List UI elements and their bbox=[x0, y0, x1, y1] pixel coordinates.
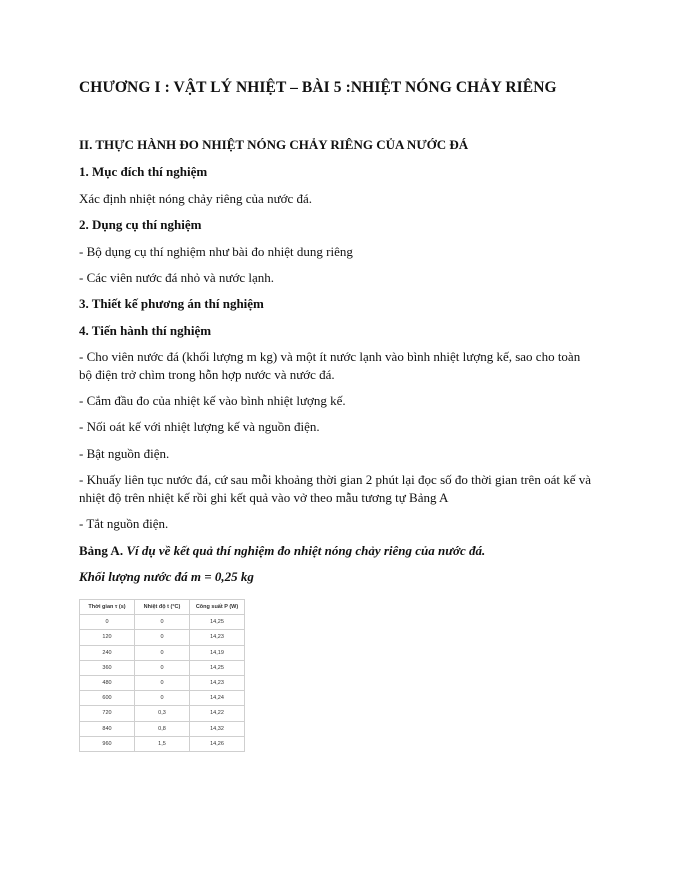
column-header-time: Thời gian τ (s) bbox=[80, 600, 135, 615]
cell-time: 120 bbox=[80, 630, 135, 645]
procedure-step: - Nối oát kế với nhiệt lượng kế và nguồn điện. bbox=[79, 419, 320, 434]
cell-time: 960 bbox=[80, 736, 135, 751]
purpose-text: Xác định nhiệt nóng chảy riêng của nước đá. bbox=[79, 191, 313, 206]
cell-power: 14,32 bbox=[190, 721, 245, 736]
table-row bbox=[80, 691, 245, 706]
cell-temperature: 0 bbox=[135, 660, 190, 675]
cell-time: 600 bbox=[80, 691, 135, 706]
cell-temperature: 0,3 bbox=[135, 706, 190, 721]
column-header-temperature: Nhiệt độ t (°C) bbox=[135, 600, 190, 615]
heading-equipment: 2. Dụng cụ thí nghiệm bbox=[79, 217, 202, 232]
table-row bbox=[80, 721, 245, 736]
procedure-step: - Khuấy liên tục nước đá, cứ sau mỗi khoảng thời gian 2 phút lại đọc số đo thời gian trên oát kế và nhiệt độ trên nhiệt kế rồi ghi kết quả vào vở theo mẫu tương tự Bảng A bbox=[79, 472, 591, 505]
cell-time: 840 bbox=[80, 721, 135, 736]
cell-power: 14,25 bbox=[190, 660, 245, 675]
heading-purpose: 1. Mục đích thí nghiệm bbox=[79, 164, 208, 179]
section-heading: II. THỰC HÀNH ĐO NHIỆT NÓNG CHẢY RIÊNG CỦA NƯỚC ĐÁ bbox=[79, 137, 469, 152]
cell-temperature: 0 bbox=[135, 615, 190, 630]
cell-power: 14,22 bbox=[190, 706, 245, 721]
cell-temperature: 1,5 bbox=[135, 736, 190, 751]
cell-temperature: 0 bbox=[135, 645, 190, 660]
heading-design: 3. Thiết kế phương án thí nghiệm bbox=[79, 296, 264, 311]
table-row bbox=[80, 675, 245, 690]
procedure-step: - Cắm đầu đo của nhiệt kế vào bình nhiệt lượng kế. bbox=[79, 393, 346, 408]
table-caption-text: Ví dụ về kết quả thí nghiệm đo nhiệt nóng chảy riêng của nước đá. bbox=[126, 543, 486, 558]
cell-temperature: 0 bbox=[135, 691, 190, 706]
table-row bbox=[80, 660, 245, 675]
cell-temperature: 0 bbox=[135, 675, 190, 690]
table-row bbox=[80, 615, 245, 630]
cell-power: 14,24 bbox=[190, 691, 245, 706]
cell-time: 720 bbox=[80, 706, 135, 721]
page-title: CHƯƠNG I : VẬT LÝ NHIỆT – BÀI 5 :NHIỆT NÓNG CHẢY RIÊNG bbox=[79, 79, 557, 96]
table-caption bbox=[79, 542, 485, 560]
results-table bbox=[79, 599, 245, 752]
table-row bbox=[80, 736, 245, 751]
procedure-step: - Tắt nguồn điện. bbox=[79, 516, 169, 531]
cell-power: 14,23 bbox=[190, 675, 245, 690]
procedure-step: - Bật nguồn điện. bbox=[79, 446, 170, 461]
equipment-item: - Các viên nước đá nhỏ và nước lạnh. bbox=[79, 270, 274, 285]
table-row bbox=[80, 706, 245, 721]
cell-power: 14,23 bbox=[190, 630, 245, 645]
cell-temperature: 0 bbox=[135, 630, 190, 645]
mass-note: Khối lượng nước đá m = 0,25 kg bbox=[79, 569, 254, 584]
table-header-row bbox=[80, 600, 245, 615]
cell-time: 240 bbox=[80, 645, 135, 660]
cell-time: 360 bbox=[80, 660, 135, 675]
heading-procedure: 4. Tiến hành thí nghiệm bbox=[79, 323, 212, 338]
column-header-power: Công suất P (W) bbox=[190, 600, 245, 615]
procedure-step: - Cho viên nước đá (khối lượng m kg) và một ít nước lạnh vào bình nhiệt lượng kế, sao cho toàn bộ điện trở chìm trong hỗn hợp nước và nước đá. bbox=[79, 349, 581, 382]
table-row bbox=[80, 630, 245, 645]
table-row bbox=[80, 645, 245, 660]
cell-power: 14,26 bbox=[190, 736, 245, 751]
cell-power: 14,19 bbox=[190, 645, 245, 660]
cell-temperature: 0,8 bbox=[135, 721, 190, 736]
table-caption-label: Bảng A. bbox=[79, 543, 124, 558]
cell-time: 0 bbox=[80, 615, 135, 630]
cell-time: 480 bbox=[80, 675, 135, 690]
equipment-item: - Bộ dụng cụ thí nghiệm như bài đo nhiệt dung riêng bbox=[79, 244, 353, 259]
cell-power: 14,25 bbox=[190, 615, 245, 630]
